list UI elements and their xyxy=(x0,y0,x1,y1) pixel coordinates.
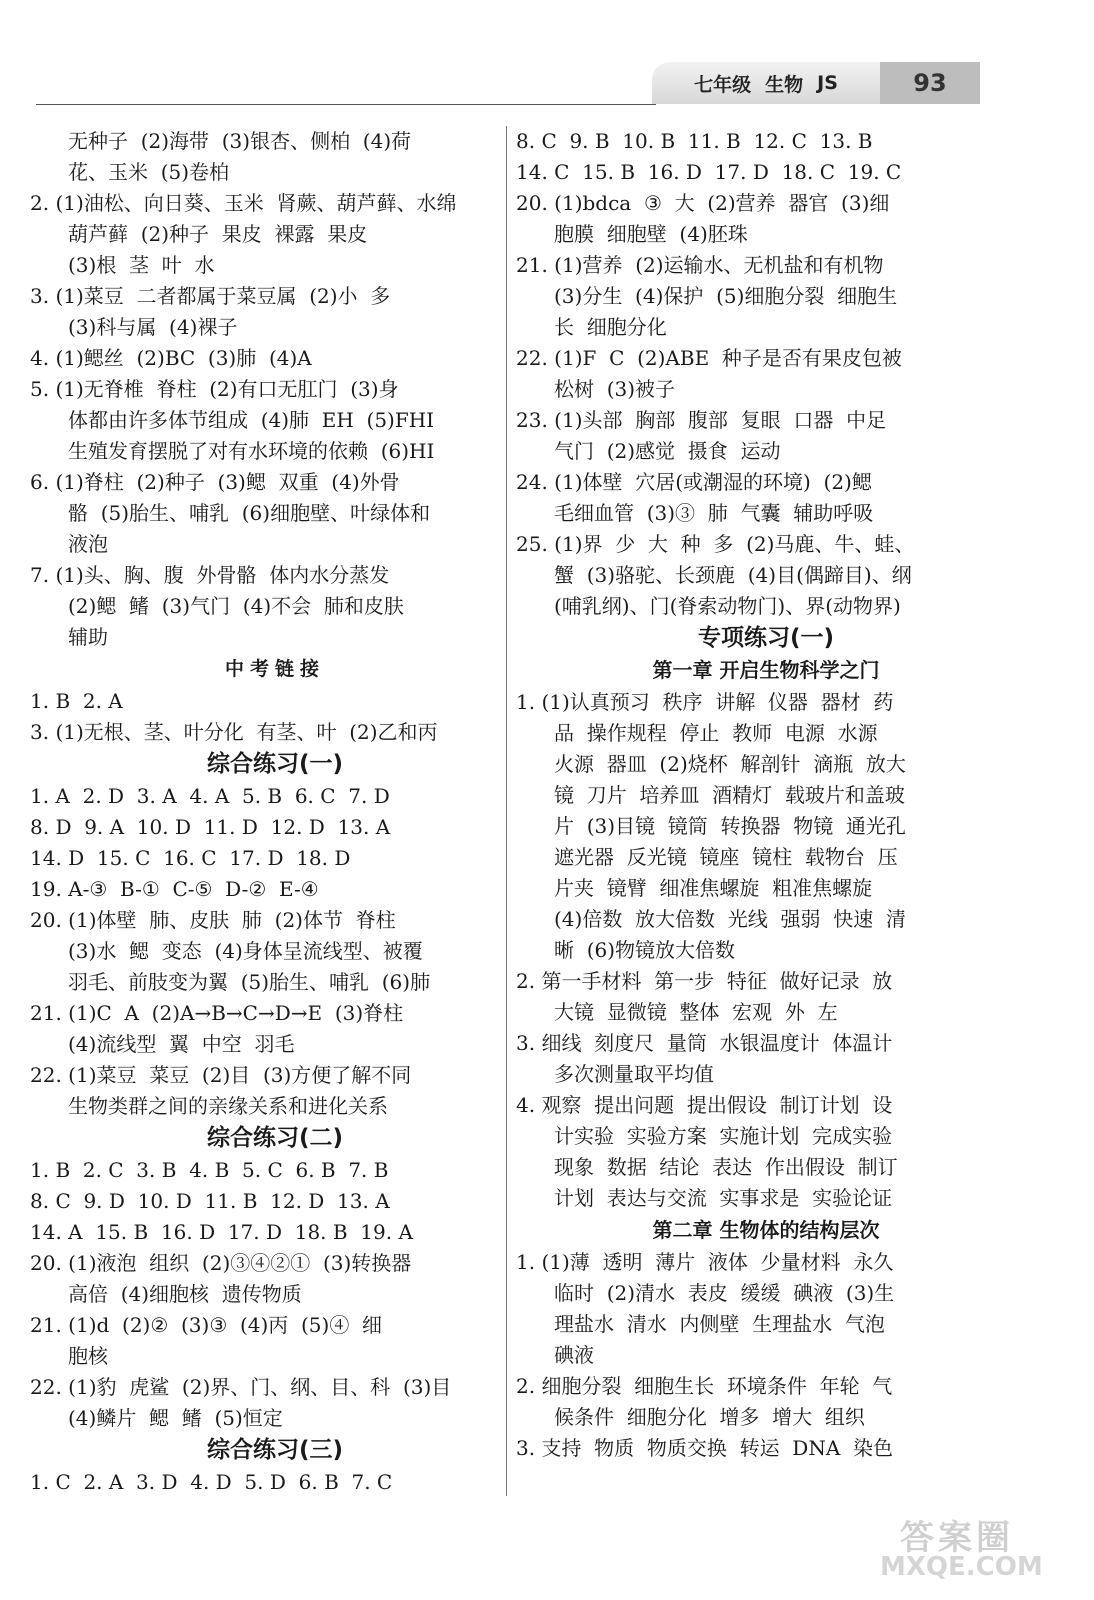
watermark xyxy=(880,1510,1080,1590)
section-heading: 中考链接 xyxy=(224,658,325,680)
answer-line: (4)鳞片 鳃 鳍 (5)恒定 xyxy=(68,1406,283,1430)
section-heading: 专项练习(一) xyxy=(697,625,835,651)
answer-line: 6. (1)脊柱 (2)种子 (3)鳃 双重 (4)外骨 xyxy=(30,470,400,494)
page-number: 93 xyxy=(880,62,980,104)
answer-line: 2. (1)油松、向日葵、玉米 肾蕨、葫芦藓、水绵 xyxy=(30,191,457,215)
answer-line: 24. (1)体壁 穴居(或潮湿的环境) (2)鳃 xyxy=(516,470,872,494)
answer-line: 高倍 (4)细胞核 遗传物质 xyxy=(68,1282,302,1306)
answer-line: 理盐水 清水 内侧壁 生理盐水 气泡 xyxy=(554,1312,885,1336)
answer-line: 23. (1)头部 胸部 腹部 复眼 口器 中足 xyxy=(516,408,887,432)
answer-line: 8. C 9. D 10. D 11. B 12. D 13. A xyxy=(30,1189,390,1213)
answer-line: 20. (1)体壁 肺、皮肤 肺 (2)体节 脊柱 xyxy=(30,908,396,932)
answer-line: 片 (3)目镜 镜筒 转换器 物镜 通光孔 xyxy=(554,814,906,838)
answer-line: 5. (1)无脊椎 脊柱 (2)有口无肛门 (3)身 xyxy=(30,377,399,401)
answer-line: 20. (1)液泡 组织 (2)③④②① (3)转换器 xyxy=(30,1251,412,1275)
header-subject: 生物 xyxy=(765,73,804,96)
header-rule xyxy=(36,104,656,105)
answer-line: 计实验 实验方案 实施计划 完成实验 xyxy=(554,1124,893,1148)
section-heading: 综合练习(一) xyxy=(206,751,344,777)
answer-line: 体都由许多体节组成 (4)肺 EH (5)FHI xyxy=(68,408,435,432)
answer-line: 20. (1)bdca ③ 大 (2)营养 器官 (3)细 xyxy=(516,191,890,215)
answer-line: 片夹 镜臂 细准焦螺旋 粗准焦螺旋 xyxy=(554,876,873,900)
answer-line: 22. (1)菜豆 菜豆 (2)目 (3)方便了解不同 xyxy=(30,1063,412,1087)
answer-line: 晰 (6)物镜放大倍数 xyxy=(554,938,736,962)
answer-line: 胞膜 细胞壁 (4)胚珠 xyxy=(554,222,748,246)
answer-line: 1. (1)认真预习 秩序 讲解 仪器 器材 药 xyxy=(516,690,894,714)
answer-line: 4. 观察 提出问题 提出假设 制订计划 设 xyxy=(516,1093,893,1117)
answer-line: (3)分生 (4)保护 (5)细胞分裂 细胞生 xyxy=(554,284,898,308)
answer-line: 8. C 9. B 10. B 11. B 12. C 13. B xyxy=(516,129,873,153)
answer-line: 生殖发育摆脱了对有水环境的依赖 (6)HI xyxy=(68,439,435,463)
answer-line: 骼 (5)胎生、哺乳 (6)细胞壁、叶绿体和 xyxy=(68,501,431,525)
answer-line: 22. (1)豹 虎鲨 (2)界、门、纲、目、科 (3)目 xyxy=(30,1375,452,1399)
answer-line: (2)鳃 鳍 (3)气门 (4)不会 肺和皮肤 xyxy=(68,594,404,618)
answer-line: 胞核 xyxy=(68,1344,108,1368)
answer-line: 无种子 (2)海带 (3)银杏、侧柏 (4)荷 xyxy=(68,129,412,153)
header-tab xyxy=(652,62,880,104)
answer-line: 1. B 2. A xyxy=(30,689,123,713)
header-edition: JS xyxy=(817,72,838,94)
answer-line: (3)根 茎 叶 水 xyxy=(68,253,215,277)
watermark-url: MXQE.COM xyxy=(880,1552,1043,1582)
answer-line: (4)流线型 翼 中空 羽毛 xyxy=(68,1032,295,1056)
answer-line: 1. C 2. A 3. D 4. D 5. D 6. B 7. C xyxy=(30,1470,393,1494)
section-heading: 第二章 生物体的结构层次 xyxy=(652,1218,880,1242)
answer-line: 3. 支持 物质 物质交换 转运 DNA 染色 xyxy=(516,1436,893,1460)
answer-line: 多次测量取平均值 xyxy=(554,1062,714,1086)
left-column xyxy=(30,126,520,1498)
answer-line: 葫芦藓 (2)种子 果皮 裸露 果皮 xyxy=(68,222,368,246)
answer-line: 液泡 xyxy=(68,532,108,556)
answer-line: 1. B 2. C 3. B 4. B 5. C 6. B 7. B xyxy=(30,1158,389,1182)
answer-line: 临时 (2)清水 表皮 缓缓 碘液 (3)生 xyxy=(554,1281,895,1305)
header-grade: 七年级 xyxy=(694,73,752,96)
answer-line: 22. (1)F C (2)ABE 种子是否有果皮包被 xyxy=(516,346,902,370)
answer-line: 3. 细线 刻度尺 量筒 水银温度计 体温计 xyxy=(516,1031,893,1055)
section-heading: 第一章 开启生物科学之门 xyxy=(652,658,880,682)
right-column xyxy=(516,126,1016,1464)
answer-line: 遮光器 反光镜 镜座 镜柱 载物台 压 xyxy=(554,845,898,869)
answer-line: 计划 表达与交流 实事求是 实验论证 xyxy=(554,1186,893,1210)
answer-line: 1. A 2. D 3. A 4. A 5. B 6. C 7. D xyxy=(30,784,390,808)
answer-line: 气门 (2)感觉 摄食 运动 xyxy=(554,439,781,463)
answer-line: (3)水 鳃 变态 (4)身体呈流线型、被覆 xyxy=(68,939,423,963)
answer-line: 1. (1)薄 透明 薄片 液体 少量材料 永久 xyxy=(516,1250,894,1274)
answer-line: 14. D 15. C 16. C 17. D 18. D xyxy=(30,846,351,870)
answer-line: 21. (1)d (2)② (3)③ (4)丙 (5)④ 细 xyxy=(30,1313,383,1337)
answer-line: 8. D 9. A 10. D 11. D 12. D 13. A xyxy=(30,815,391,839)
answer-line: 14. A 15. B 16. D 17. D 18. B 19. A xyxy=(30,1220,413,1244)
section-heading: 综合练习(三) xyxy=(206,1437,344,1463)
answer-line: 蟹 (3)骆驼、长颈鹿 (4)目(偶蹄目)、纲 xyxy=(554,563,912,587)
answer-line: 现象 数据 结论 表达 作出假设 制订 xyxy=(554,1155,898,1179)
section-heading: 综合练习(二) xyxy=(206,1125,344,1151)
watermark-logo: 答案圈 xyxy=(900,1518,1014,1558)
answer-line: 19. A-③ B-① C-⑤ D-② E-④ xyxy=(30,877,319,901)
answer-line: 火源 器皿 (2)烧杯 解剖针 滴瓶 放大 xyxy=(554,752,906,776)
answer-line: 21. (1)营养 (2)运输水、无机盐和有机物 xyxy=(516,253,884,277)
answer-line: 长 细胞分化 xyxy=(554,315,667,339)
answer-line: 毛细血管 (3)③ 肺 气囊 辅助呼吸 xyxy=(554,501,874,525)
answer-line: 辅助 xyxy=(68,625,108,649)
answer-line: 25. (1)界 少 大 种 多 (2)马鹿、牛、蛙、 xyxy=(516,532,915,556)
answer-line: 碘液 xyxy=(554,1343,594,1367)
answer-line: 2. 细胞分裂 细胞生长 环境条件 年轮 气 xyxy=(516,1374,893,1398)
answer-line: (4)倍数 放大倍数 光线 强弱 快速 清 xyxy=(554,907,906,931)
answer-line: 14. C 15. B 16. D 17. D 18. C 19. C xyxy=(516,160,902,184)
answer-line: 3. (1)无根、茎、叶分化 有茎、叶 (2)乙和丙 xyxy=(30,720,438,744)
answer-line: 3. (1)菜豆 二者都属于菜豆属 (2)小 多 xyxy=(30,284,391,308)
answer-line: 羽毛、前肢变为翼 (5)胎生、哺乳 (6)肺 xyxy=(68,970,431,994)
answer-line: (3)科与属 (4)裸子 xyxy=(68,315,238,339)
answer-line: 镜 刀片 培养皿 酒精灯 载玻片和盖玻 xyxy=(554,783,905,807)
answer-line: 大镜 显微镜 整体 宏观 外 左 xyxy=(554,1000,838,1024)
answer-line: 21. (1)C A (2)A→B→C→D→E (3)脊柱 xyxy=(30,1001,404,1025)
answer-line: 品 操作规程 停止 教师 电源 水源 xyxy=(554,721,878,745)
column-divider xyxy=(506,126,507,1496)
answer-line: 4. (1)鳃丝 (2)BC (3)肺 (4)A xyxy=(30,346,312,370)
answer-line: (哺乳纲)、门(脊索动物门)、界(动物界) xyxy=(554,594,901,618)
answer-line: 候条件 细胞分化 增多 增大 组织 xyxy=(554,1405,865,1429)
answer-line: 松树 (3)被子 xyxy=(554,377,676,401)
answer-line: 生物类群之间的亲缘关系和进化关系 xyxy=(68,1094,388,1118)
answer-line: 7. (1)头、胸、腹 外骨骼 体内水分蒸发 xyxy=(30,563,390,587)
answer-line: 2. 第一手材料 第一步 特征 做好记录 放 xyxy=(516,969,893,993)
answer-line: 花、玉米 (5)卷柏 xyxy=(68,160,230,184)
